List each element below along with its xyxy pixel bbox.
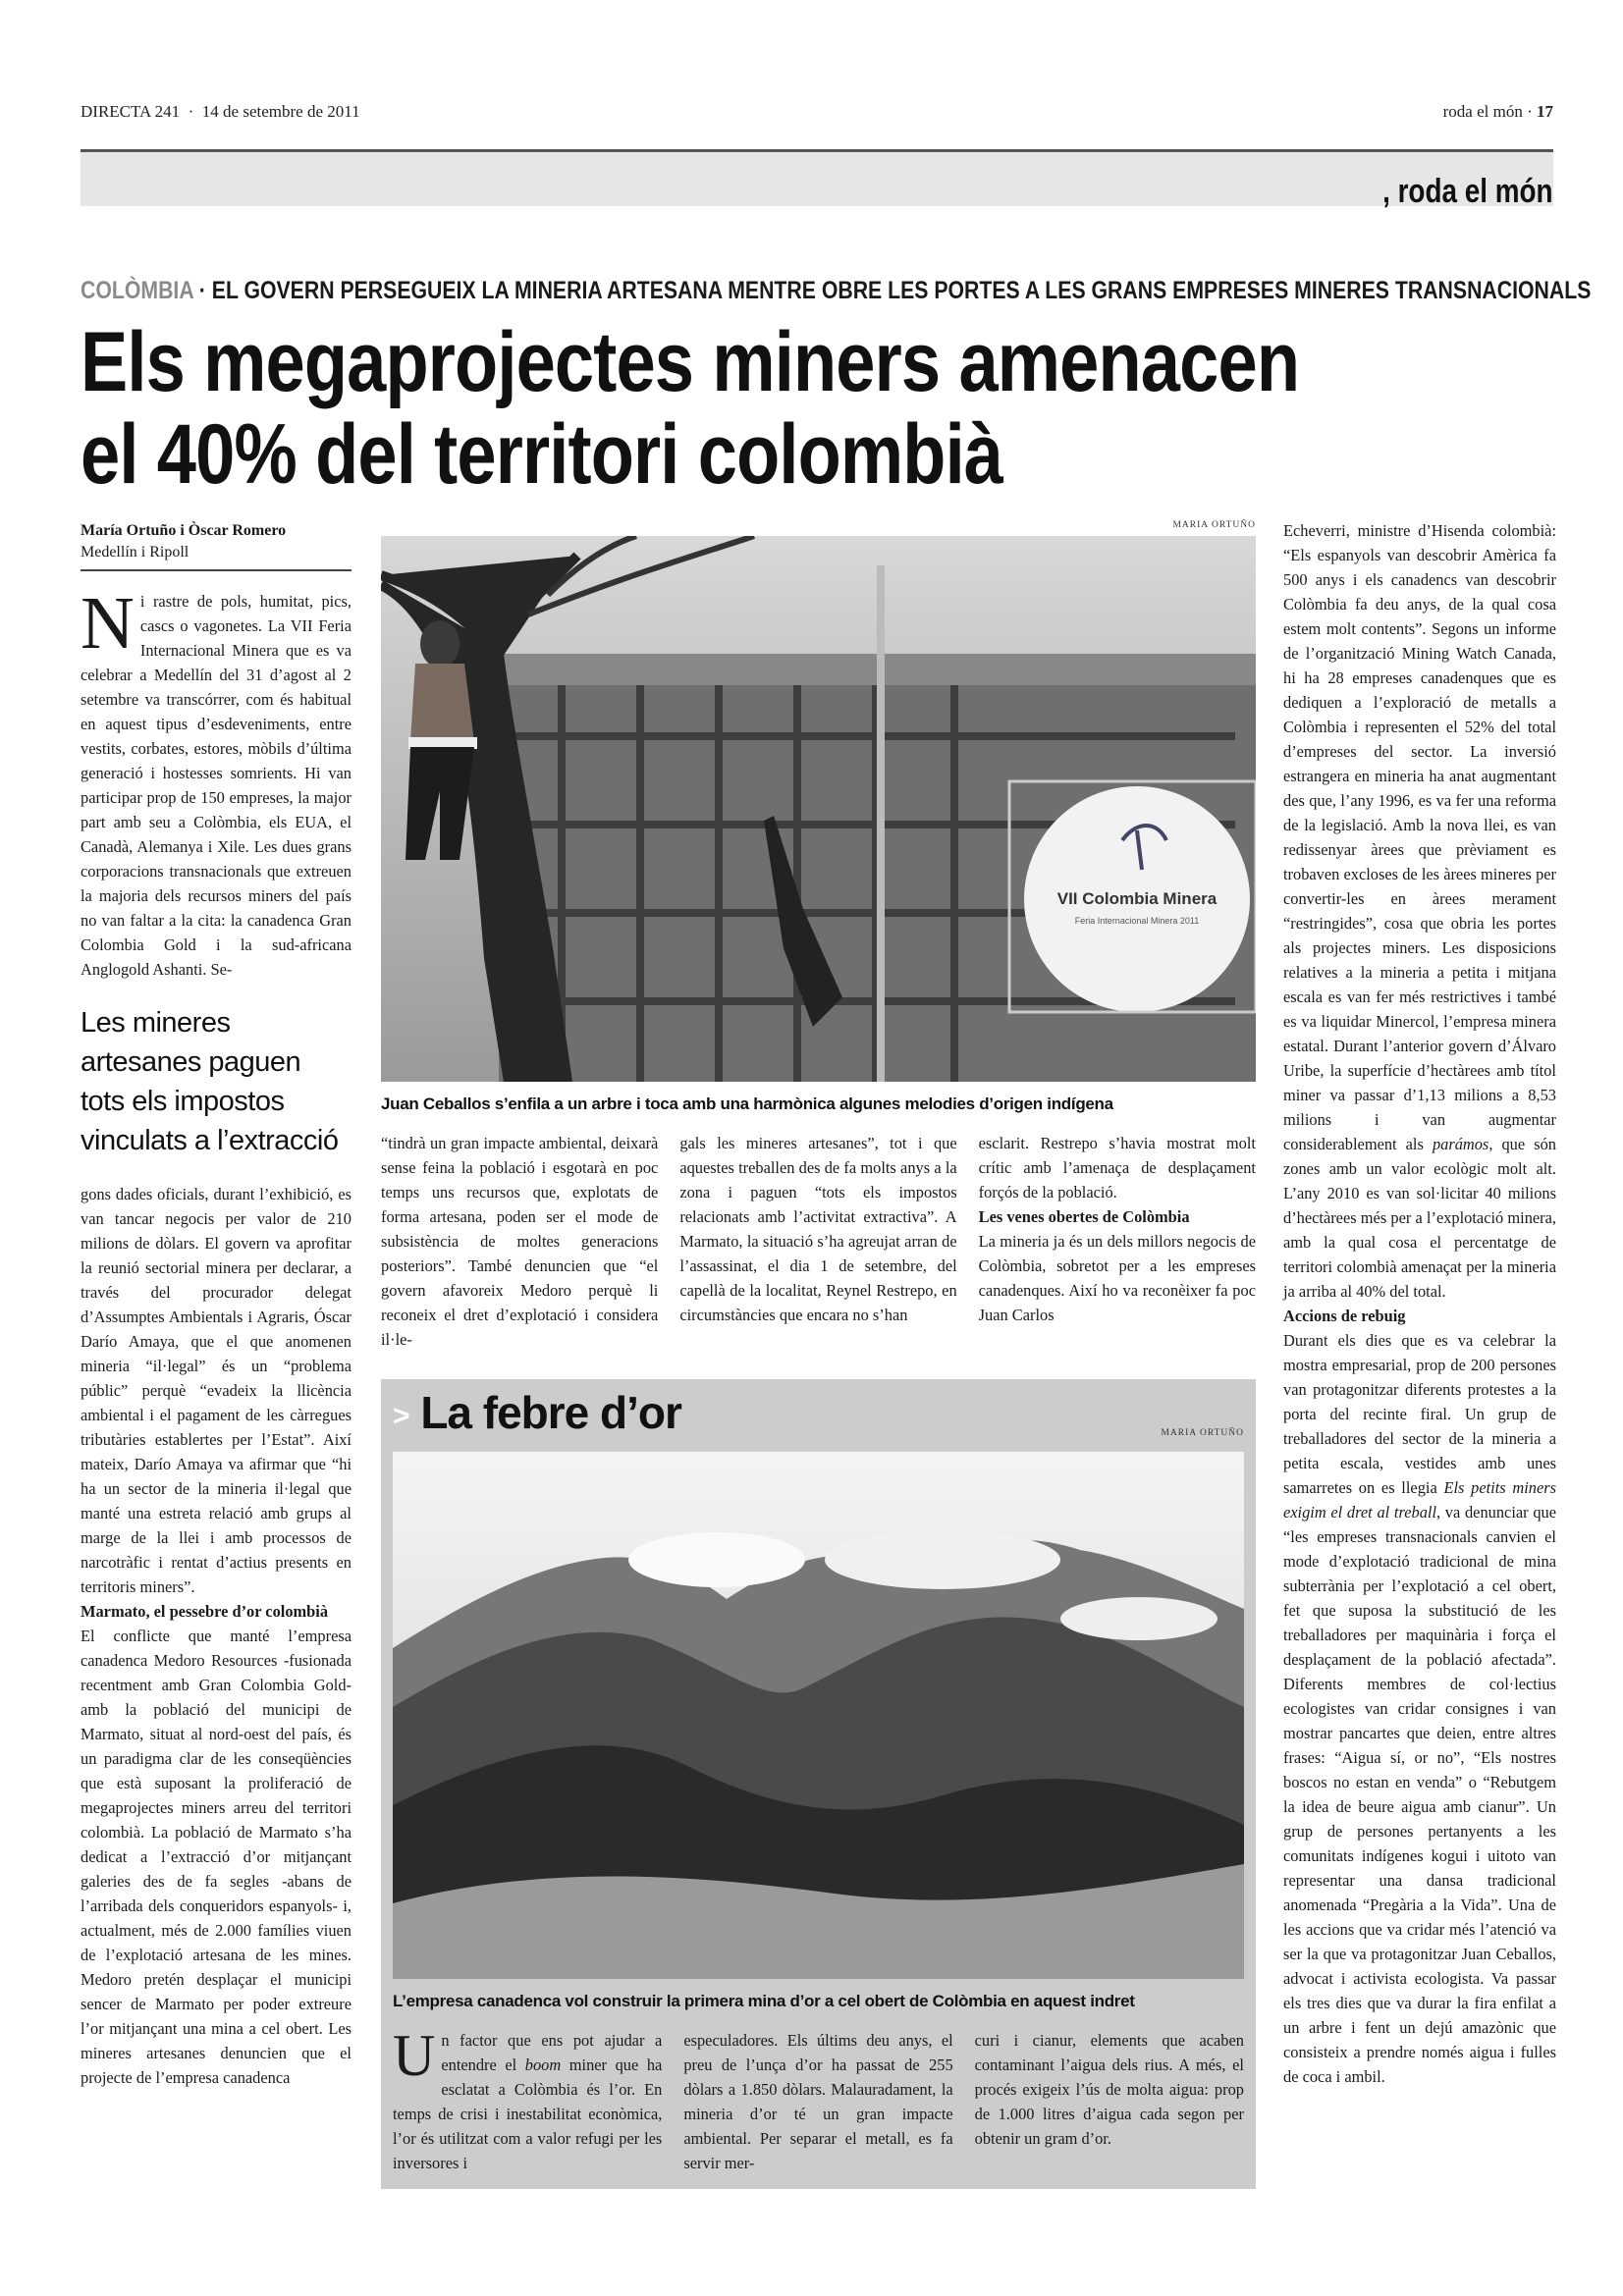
article-col-mid-3 [979,1131,1256,1352]
publication-name: DIRECTA 241 [81,102,181,121]
section-band [81,149,1553,206]
issue-date: 14 de setembre de 2011 [201,102,360,121]
folio-separator: · [188,102,194,121]
sidebar-header [393,1385,1244,1444]
sidebar-photo-caption: L’empresa canadenca vol construir la primera mina d’or a cel obert de Colòmbia en aquest indret [393,1991,1135,2010]
photo-mountain-landscape [393,1452,1244,1979]
subhead-venes: Les venes obertes de Colòmbia [978,1207,1190,1226]
subhead-accions: Accions de rebuig [1283,1307,1406,1325]
subhead-marmato: Marmato, el pessebre d’or colombià [81,1602,329,1621]
paragraph [1283,1328,1556,2089]
middle-columns [381,1131,1256,1352]
headline-line-2: el 40% del territori colombià [81,407,1003,502]
article-col-mid-2 [679,1131,956,1352]
sidebar-title-text: La febre d’or [420,1387,681,1438]
paragraph: i rastre de pols, humitat, pics, cascs o vagonetes. La VII Feria Internacional Minera que es va celebrar a Medellín del 31 d’agost al 2 setembre va transcórrer, com és habitual en aquest tipus d’esdeveniments, entre vestits, corbates, estores, mòbils d’última generació i hostesses somrients. Hi van participar prop de 150 empreses, la major part amb seu a Colòmbia, els EUA, el Canadà, Alemanya i Xile. Les dues grans corporacions transnacionals que extreuen la majoria dels recursos miners del país no van faltar a la cita: la canadenca Gran Colombia Gold i la sud-africana Anglogold Ashanti. Se- [81,592,352,979]
paragraph: “tindrà un gran impacte ambiental, deixarà sense feina la població i esgotarà en poc temps uns recursos que, explotats de forma artesana, poden ser el mode de subsistència de moltes generacions posteriors”. També denuncien que “el govern afavoreix Medoro perquè li reconeix el dret d’explotació i considera il·le- [381,1134,659,1349]
sidebar-col-3 [975,2028,1244,2175]
paragraph: gals les mineres artesanes”, tot i que aquestes treballen des de fa molts anys a la zona i paguen “tots els impostos relacionats amb l’activitat extractiva”. A Marmato, la situació s’ha agreujat arran de l’assassinat, el dia 1 de setembre, del capellà de la localitat, Reynel Restrepo, en circumstàncies que encara no s’han [679,1134,957,1324]
arrow-icon: > [393,1399,409,1432]
kicker-separator: · [192,277,212,304]
pull-quote: Les mineres artesanes paguen tots els impostos vinculats a l’extracció [81,1007,339,1156]
drop-cap: U [393,2022,436,2088]
text-run: , que són zones amb un valor ecològic molt alt. L’any 2010 es van sol·licitar 40 milions d’hectàrees més per a l’explotació minera, amb la qual cosa el percentatge de territori colombià amenaçat per la mineria ja arriba al 40% del total. [1283,1135,1556,1301]
section-label: , roda el món [1382,173,1553,210]
sidebar-col-1 [393,2022,663,2175]
text-run: Echeverri, ministre d’Hisenda colombià: “Els espanyols van descobrir Amèrica fa 500 anys i els canadencs van descobrir Colòmbia fa deu anys, de la qual cosa estem molt contents”. Segons un informe de l’organització Mining Watch Canada, hi ha 28 empreses canadenques que es dediquen a l’exploració de metalls a Colòmbia i representen el 52% del total d’empreses del sector. La inversió estrangera en mineria ha anat augmentant des que, l’any 1996, es va fer una reforma de la legislació. Amb la nova llei, es van redissenyar àrees que prèviament es trobaven excloses de les àrees mineres per convertir-les en àrees merament “restringides”, cosa que obria les portes als projectes miners. Les disposicions relatives a la mineria a petita i mitjana escala es van fer més restrictives i també es va liquidar Minercol, l’empresa minera estatal. Durant l’anterior govern d’Álvaro Uribe, la superfície d’hectàrees amb títol miner va passar d’1,13 milions a 8,53 milions i van augmentar considerablement als [1283,521,1556,1153]
sidebar-box [381,1379,1256,2189]
photo-caption: Juan Ceballos s’enfila a un arbre i toca amb una harmònica algunes melodies d’origen indígena [381,1095,1113,1113]
byline-authors: María Ortuño i Òscar Romero [81,522,287,539]
italic-term: parámos [1432,1135,1489,1153]
paragraph: El conflicte que manté l’empresa canadenca Medoro Resources -fusionada recentment amb Gran Colombia Gold- amb la població del municipi de Marmato, situat al nord-oest del país, és un paradigma clar de les conseqüències que està suposant la proliferació de megaprojectes miners arreu del territori colombià. La població de Marmato s’ha dedicat a l’extracció d’or mitjançant galeries des de fa segles -abans de l’arribada dels conqueridors espanyols- i, actualment, més de 2.000 famílies viuen de l’explotació artesana de les mines. Medoro pretén desplaçar el municipi sencer de Marmato per poder extreure l’or mitjançant una mina a cel obert. Les mineres artesanes denuncien que el projecte de l’empresa canadenca [81,1627,352,2087]
byline [81,520,352,563]
byline-rule [81,569,352,571]
italic-term: boom [524,2055,562,2074]
drop-cap: N [81,582,135,665]
photo-credit: MARIA ORTUÑO [1172,520,1256,530]
paragraph: curi i cianur, elements que acaben contaminant l’aigua dels rius. A més, el procés exigeix l’ús de molta aigua: prop de 1.000 litres d’aigua cada segon per obtenir un gram d’or. [974,2030,1244,2148]
sidebar-title [393,1385,681,1444]
kicker-country: COLÒMBIA [81,277,193,304]
text-run: , va denunciar que “les empreses transnacionals canvien el mode d’explotació tradicional de mina subterrània per l’explotació a cel obert, fet que suposa la substitució de les treballadores per maquinària i força el desplaçament de la població afectada”. Diferents membres de col·lectius ecologistes van cridar consignes i van mostrar pancartes que deien, entre altres frases: “Aigua sí, or no”, “Els nostres boscos no estan en venda” o “Rebutgem la idea de beure aigua amb cianur”. Un grup de persones pertanyents a les comunitats indígenes kogui i uitoto van representar una dansa tradicional anomenada “Pregària a la Vida”. Una de les accions que va cridar més l’atenció va ser la que va protagonitzar Juan Ceballos, advocat i activista ecologista. Va passar els tres dies que va durar la fira enfilat a un arbre i fent un dejú amazònic que consisteix a prendre només aigua i fulles de coca i ambil. [1283,1503,1556,2086]
italic-quote: Els petits miners exigim el dret al treball [1283,1478,1556,1522]
paragraph: La mineria ja és un dels millors negocis de Colòmbia, sobretot per a les empreses canadenques. Així ho va reconèixer fa poc Juan Carlos [978,1232,1256,1324]
folio-right [1443,102,1553,122]
middle-region [381,536,1256,2189]
paragraph: especuladores. Els últims deu anys, el preu de l’unça d’or ha passat de 255 dòlars a 1.850 dòlars. Malauradament, la mineria d’or té un gran impacte ambiental. Per separar el metall, es fa servir mer- [683,2030,953,2172]
kicker [81,277,1592,305]
sidebar-photo-credit: MARIA ORTUÑO [1161,1427,1244,1438]
banner-title: VII Colombia Minera [1056,889,1217,908]
paragraph: gons dades oficials, durant l’exhibició, es van tancar negocis per valor de 210 milions de dòlars. El govern va aprofitar la reunió sectorial minera per declarar, a través del procurador delegat d’Assumptes Ambientals i Agraris, Óscar Darío Amaya, que el que anomenen mineria “il·legal” és un “problema públic” perquè “evadeix la llicència ambiental i el pagament de les càrregues tributàries establertes per l’Estat”. Així mateix, Darío Amaya va afirmar que “hi ha un sector de la mineria il·legal que manté una estreta relació amb grups al marge de la llei i amb processos de narcotràfic i rentat d’actius presents en territoris miners”. [81,1185,352,1596]
headline [81,316,1483,501]
article-col-left-2 [81,1182,352,2090]
paragraph [1283,518,1556,1304]
page-number: 17 [1537,102,1553,121]
paragraph: esclarit. Restrepo s’havia mostrat molt crític amb l’amenaça de desplaçament forçós de la població. [978,1134,1256,1201]
banner-subtitle: Feria Internacional Minera 2011 [1074,916,1200,926]
headline-line-1: Els megaprojectes miners amenacen [81,315,1300,409]
text-run: Durant els dies que es va celebrar la mostra empresarial, prop de 200 persones van protagonitzar diferents protestes a la porta del recinte firal. Un grup de treballadores del sector de la mineria a petita escala, vestides amb unes samarretes on es llegia [1283,1331,1556,1497]
text-run: n factor que ens pot ajudar a entendre el [441,2030,663,2074]
article-col-mid-1 [381,1131,658,1352]
sidebar-columns [393,2022,1244,2175]
sidebar-col-2 [683,2028,952,2175]
article-col-right [1283,518,1556,2089]
kicker-text: EL GOVERN PERSEGUEIX LA MINERIA ARTESANA MENTRE OBRE LES PORTES A LES GRANS EMPRESES MINERES TRANSNACIONALS [211,277,1592,304]
section-folio: roda el món · [1442,102,1533,121]
article-col-left-1 [81,582,352,982]
photo-activist-in-tree [381,536,1256,1082]
folio-left [81,102,360,122]
text-run: miner que ha esclatat a Colòmbia és l’or. En temps de crisi i inestabilitat econòmica, l’or és utilitzat com a valor refugi per les inversores i [393,2055,663,2172]
left-column [81,520,352,2090]
byline-location: Medellín i Ripoll [81,544,189,561]
